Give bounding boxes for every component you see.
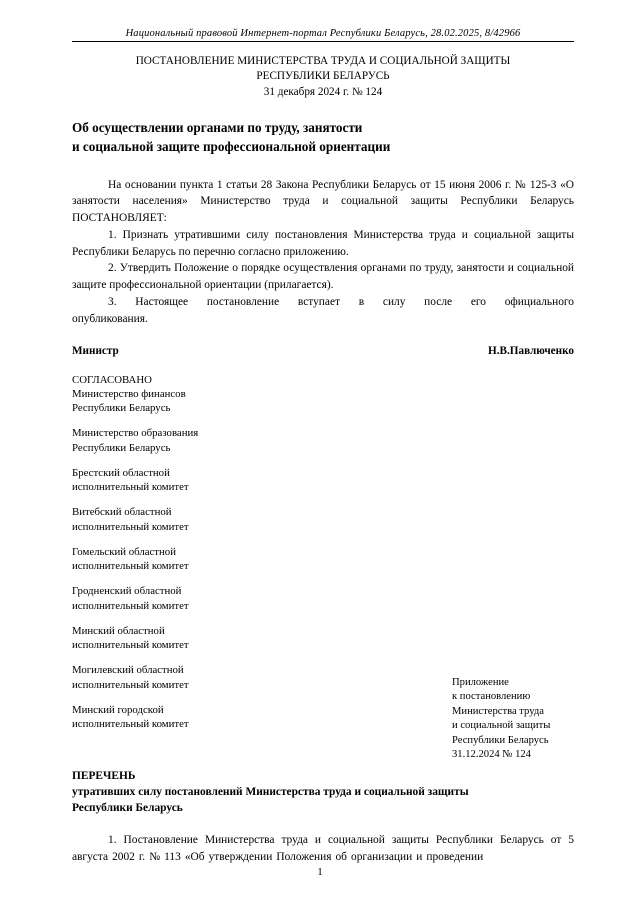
approvals-label: СОГЛАСОВАНО [72, 373, 152, 386]
approval-entry [72, 545, 574, 574]
document-date: 31 декабря 2024 г. № 124 [263, 86, 383, 99]
document-title-block [72, 54, 574, 100]
title-line-1: ПОСТАНОВЛЕНИЕ МИНИСТЕРСТВА ТРУДА И СОЦИАЛЬНОЙ ЗАЩИТЫ [135, 55, 511, 67]
appendix-line-3: Министерства труда [452, 705, 544, 717]
approval-line: Минский городской [72, 703, 164, 716]
appendix-reference [452, 676, 550, 762]
page-number: 1 [317, 866, 323, 878]
document-body [72, 177, 574, 328]
approval-line: исполнительный комитет [72, 520, 189, 533]
approval-line: Министерство финансов [72, 387, 186, 400]
perechen-heading [72, 768, 574, 817]
approval-line: Республики Беларусь [72, 402, 171, 414]
perechen-item-1: 1. Постановление Министерства труда и социальной защиты Республики Беларусь от 5 августа 2002 г. № 113 «Об утверждении Положения об организации и проведении [72, 834, 574, 863]
perechen-body [72, 832, 574, 866]
approval-line: Могилевский областной [72, 664, 184, 677]
running-header-text: Национальный правовой Интернет-портал Республики Беларусь, 28.02.2025, 8/42966 [125, 28, 521, 39]
approval-line: Гродненский областной [72, 585, 182, 598]
appendix-line-4: и социальной защиты [452, 720, 551, 732]
title-line-2: РЕСПУБЛИКИ БЕЛАРУСЬ [256, 70, 390, 83]
perechen-line-3: Республики Беларусь [72, 802, 183, 815]
approval-line: исполнительный комитет [72, 599, 189, 612]
appendix-line-1: Приложение [452, 677, 509, 688]
subject-line-1: Об осуществлении органами по труду, занятости [72, 120, 363, 136]
approval-line: исполнительный комитет [72, 481, 189, 493]
approval-entry [72, 505, 574, 534]
paragraph-item-3: 3. Настоящее постановление вступает в силу после его официального опубликования. [72, 295, 574, 325]
approval-line: Республики Беларусь [72, 441, 171, 454]
signature-role: Министр [72, 344, 119, 357]
header-rule [72, 41, 574, 42]
running-header [72, 0, 574, 41]
subject-line-2: и социальной защите профессиональной ориентации [72, 139, 391, 155]
approval-line: исполнительный комитет [72, 639, 189, 651]
approval-line: исполнительный комитет [72, 718, 189, 730]
approval-line: Брестский областной [72, 466, 170, 479]
approval-line: Минский областной [72, 624, 165, 637]
perechen-line-2: утративших силу постановлений Министерства труда и социальной защиты [72, 786, 469, 799]
appendix-line-5: Республики Беларусь [452, 734, 549, 746]
approval-entry [72, 387, 574, 416]
approval-entry [72, 466, 574, 495]
document-subject-heading [72, 118, 574, 156]
approval-line: исполнительный комитет [72, 560, 189, 572]
paragraph-preamble: На основании пункта 1 статьи 28 Закона Республики Беларусь от 15 июня 2006 г. № 125-З «О занятости населения» Министерство труда и социальной защиты Республики Беларусь ПОСТАНОВЛЯЕТ: [72, 178, 574, 225]
signature-name: Н.В.Павлюченко [488, 344, 574, 357]
approval-entry [72, 426, 574, 455]
approval-line: Гомельский областной [72, 545, 176, 558]
paragraph-item-1: 1. Признать утратившими силу постановления Министерства труда и социальной защиты Республики Беларусь по перечню согласно приложению. [72, 228, 574, 258]
perechen-line-1: ПЕРЕЧЕНЬ [72, 770, 136, 782]
approval-entry [72, 624, 574, 653]
appendix-line-2: к постановлению [452, 691, 531, 703]
approval-line: исполнительный комитет [72, 678, 189, 691]
approval-line: Витебский областной [72, 506, 172, 519]
paragraph-item-2: 2. Утвердить Положение о порядке осуществления органами по труду, занятости и социальной защите профессиональной ориентации (прилагается). [72, 262, 574, 292]
approval-entry [72, 584, 574, 613]
signature-row [72, 345, 574, 357]
appendix-line-6: 31.12.2024 № 124 [452, 749, 531, 761]
approval-line: Министерство образования [72, 427, 199, 440]
